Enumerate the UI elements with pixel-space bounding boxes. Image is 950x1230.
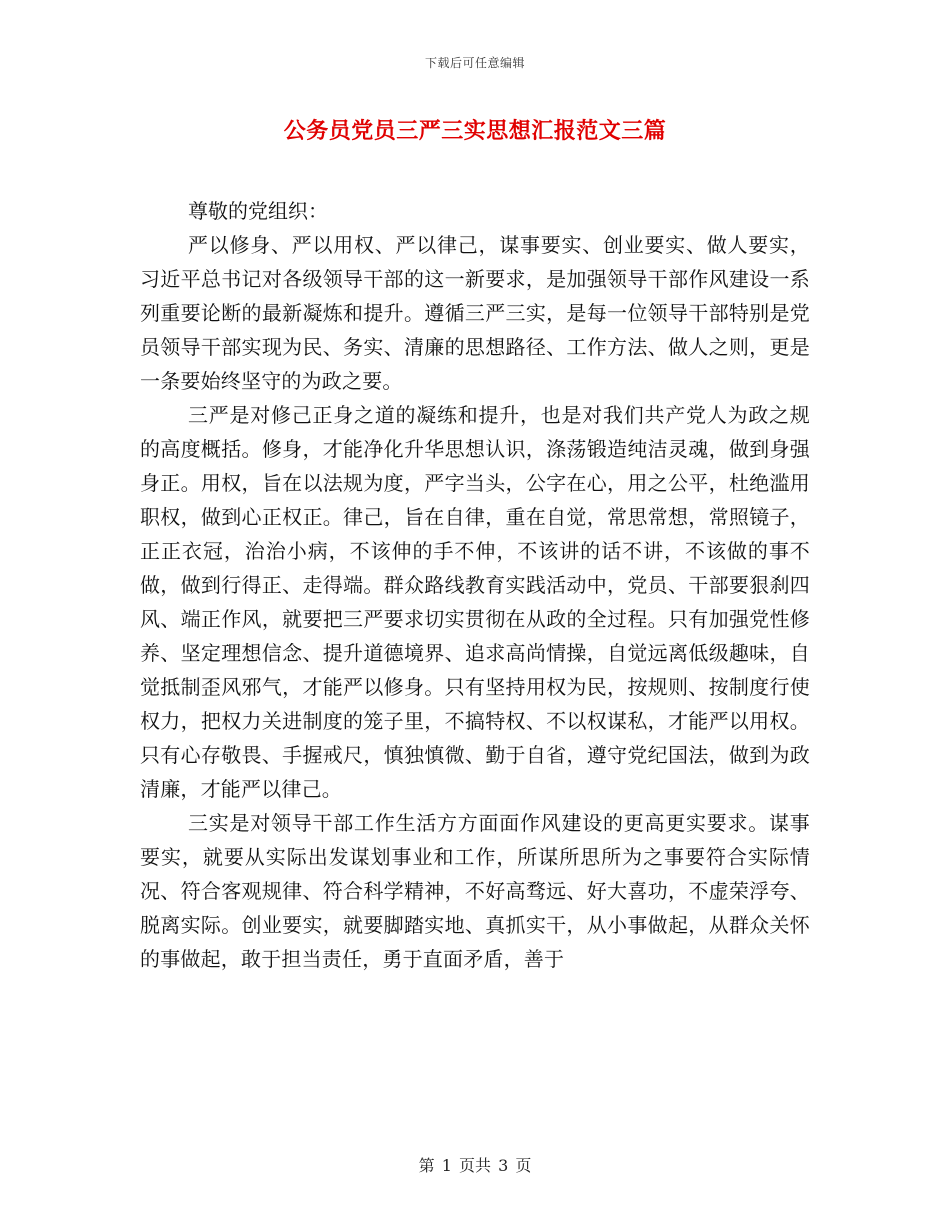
- salutation: 尊敬的党组织：: [188, 199, 328, 223]
- paragraph-3: 三实是对领导干部工作生活方方面面作风建设的更高更实要求。谋事要实，就要从实际出发谋划事业和工作，所谋所思所为之事要符合实际情况、符合客观规律、符合科学精神，不好高骛远、好大喜功，不虚荣浮夸、脱离实际。创业要实，就要脚踏实地、真抓实干，从小事做起，从群众关怀的事做起，敢于担当责任，勇于直面矛盾，善于: [140, 811, 810, 971]
- document-title: 公务员党员三严三实思想汇报范文三篇: [283, 119, 667, 144]
- page-number-footer: 第 1 页共 3 页: [418, 1156, 532, 1175]
- document-body: [140, 194, 810, 976]
- paragraph-1: 严以修身、严以用权、严以律己，谋事要实、创业要实、做人要实，习近平总书记对各级领导干部的这一新要求，是加强领导干部作风建设一系列重要论断的最新凝炼和提升。遵循三严三实，是每一位领导干部特别是党员领导干部实现为民、务实、清廉的思想路径、工作方法、做人之则，更是一条要始终坚守的为政之要。: [140, 233, 810, 393]
- header-note: 下载后可任意编辑: [424, 56, 525, 70]
- paragraph-2: 三严是对修己正身之道的凝练和提升，也是对我们共产党人为政之规的高度概括。修身，才能净化升华思想认识，涤荡锻造纯洁灵魂，做到身强身正。用权，旨在以法规为度，严字当头，公字在心，用之公平，杜绝滥用职权，做到心正权正。律己，旨在自律，重在自觉，常思常想，常照镜子，正正衣冠，治治小病，不该伸的手不伸，不该讲的话不讲，不该做的事不做，做到行得正、走得端。群众路线教育实践活动中，党员、干部要狠刹四风、端正作风，就要把三严要求切实贯彻在从政的全过程。只有加强党性修养、坚定理想信念、提升道德境界、追求高尚情操，自觉远离低级趣味，自觉抵制歪风邪气，才能严以修身。只有坚持用权为民，按规则、按制度行使权力，把权力关进制度的笼子里，不搞特权、不以权谋私，才能严以用权。只有心存敬畏、手握戒尺，慎独慎微、勤于自省，遵守党纪国法，做到为政清廉，才能严以律己。: [140, 403, 810, 801]
